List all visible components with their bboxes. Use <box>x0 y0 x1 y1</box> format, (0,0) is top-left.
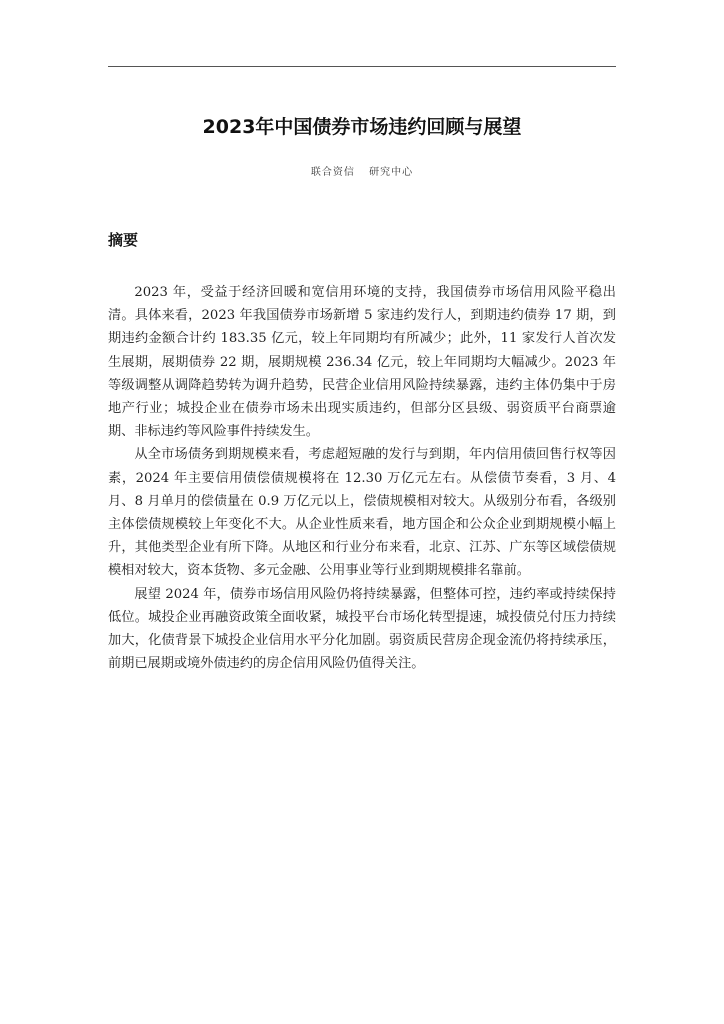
paragraph: 2023 年，受益于经济回暖和宽信用环境的支持，我国债券市场信用风险平稳出清。具体来看，2023 年我国债券市场新增 5 家违约发行人，到期违约债券 17 期，到期违约金额合计约 183.35 亿元，较上年同期均有所减少；此外，11 家发行人首次发生展期，展期债券 22 期，展期规模 236.34 亿元，较上年同期均大幅减少。2023 年等级调整从调降趋势转为调升趋势，民营企业信用风险持续暴露，违约主体仍集中于房地产行业；城投企业在债券市场未出现实质违约，但部分区县级、弱资质平台商票逾期、非标违约等风险事件持续发生。 <box>108 285 616 440</box>
document-title: 2023年中国债券市场违约回顾与展望 <box>202 116 522 138</box>
paragraph: 从全市场债务到期规模来看，考虑超短融的发行与到期，年内信用债回售行权等因素，2024 年主要信用债偿债规模将在 12.30 万亿元左右。从偿债节奏看，3 月、4 月、8 月单月的偿债量在 0.9 万亿元以上，偿债规模相对较大。从级别分布看，各级别主体偿债规模较上年变化不大。从企业性质来看，地方国企和公众企业到期规模小幅上升，其他类型企业有所下降。从地区和行业分布来看，北京、江苏、广东等区域偿债规模相对较大，资本货物、多元金融、公用事业等行业到期规模排名靠前。 <box>108 447 616 579</box>
byline <box>108 166 616 180</box>
header-rule <box>108 66 616 67</box>
byline-dept: 研究中心 <box>369 167 414 178</box>
byline-org: 联合资信 <box>310 167 355 178</box>
abstract-body <box>108 281 616 675</box>
section-heading-abstract: 摘要 <box>108 231 139 249</box>
paragraph: 展望 2024 年，债券市场信用风险仍将持续暴露，但整体可控，违约率或持续保持低位。城投企业再融资政策全面收紧，城投平台市场化转型提速，城投债兑付压力持续加大，化债背景下城投企业信用水平分化加剧。弱资质民营房企现金流仍将持续承压，前期已展期或境外债违约的房企信用风险仍值得关注。 <box>108 586 616 672</box>
